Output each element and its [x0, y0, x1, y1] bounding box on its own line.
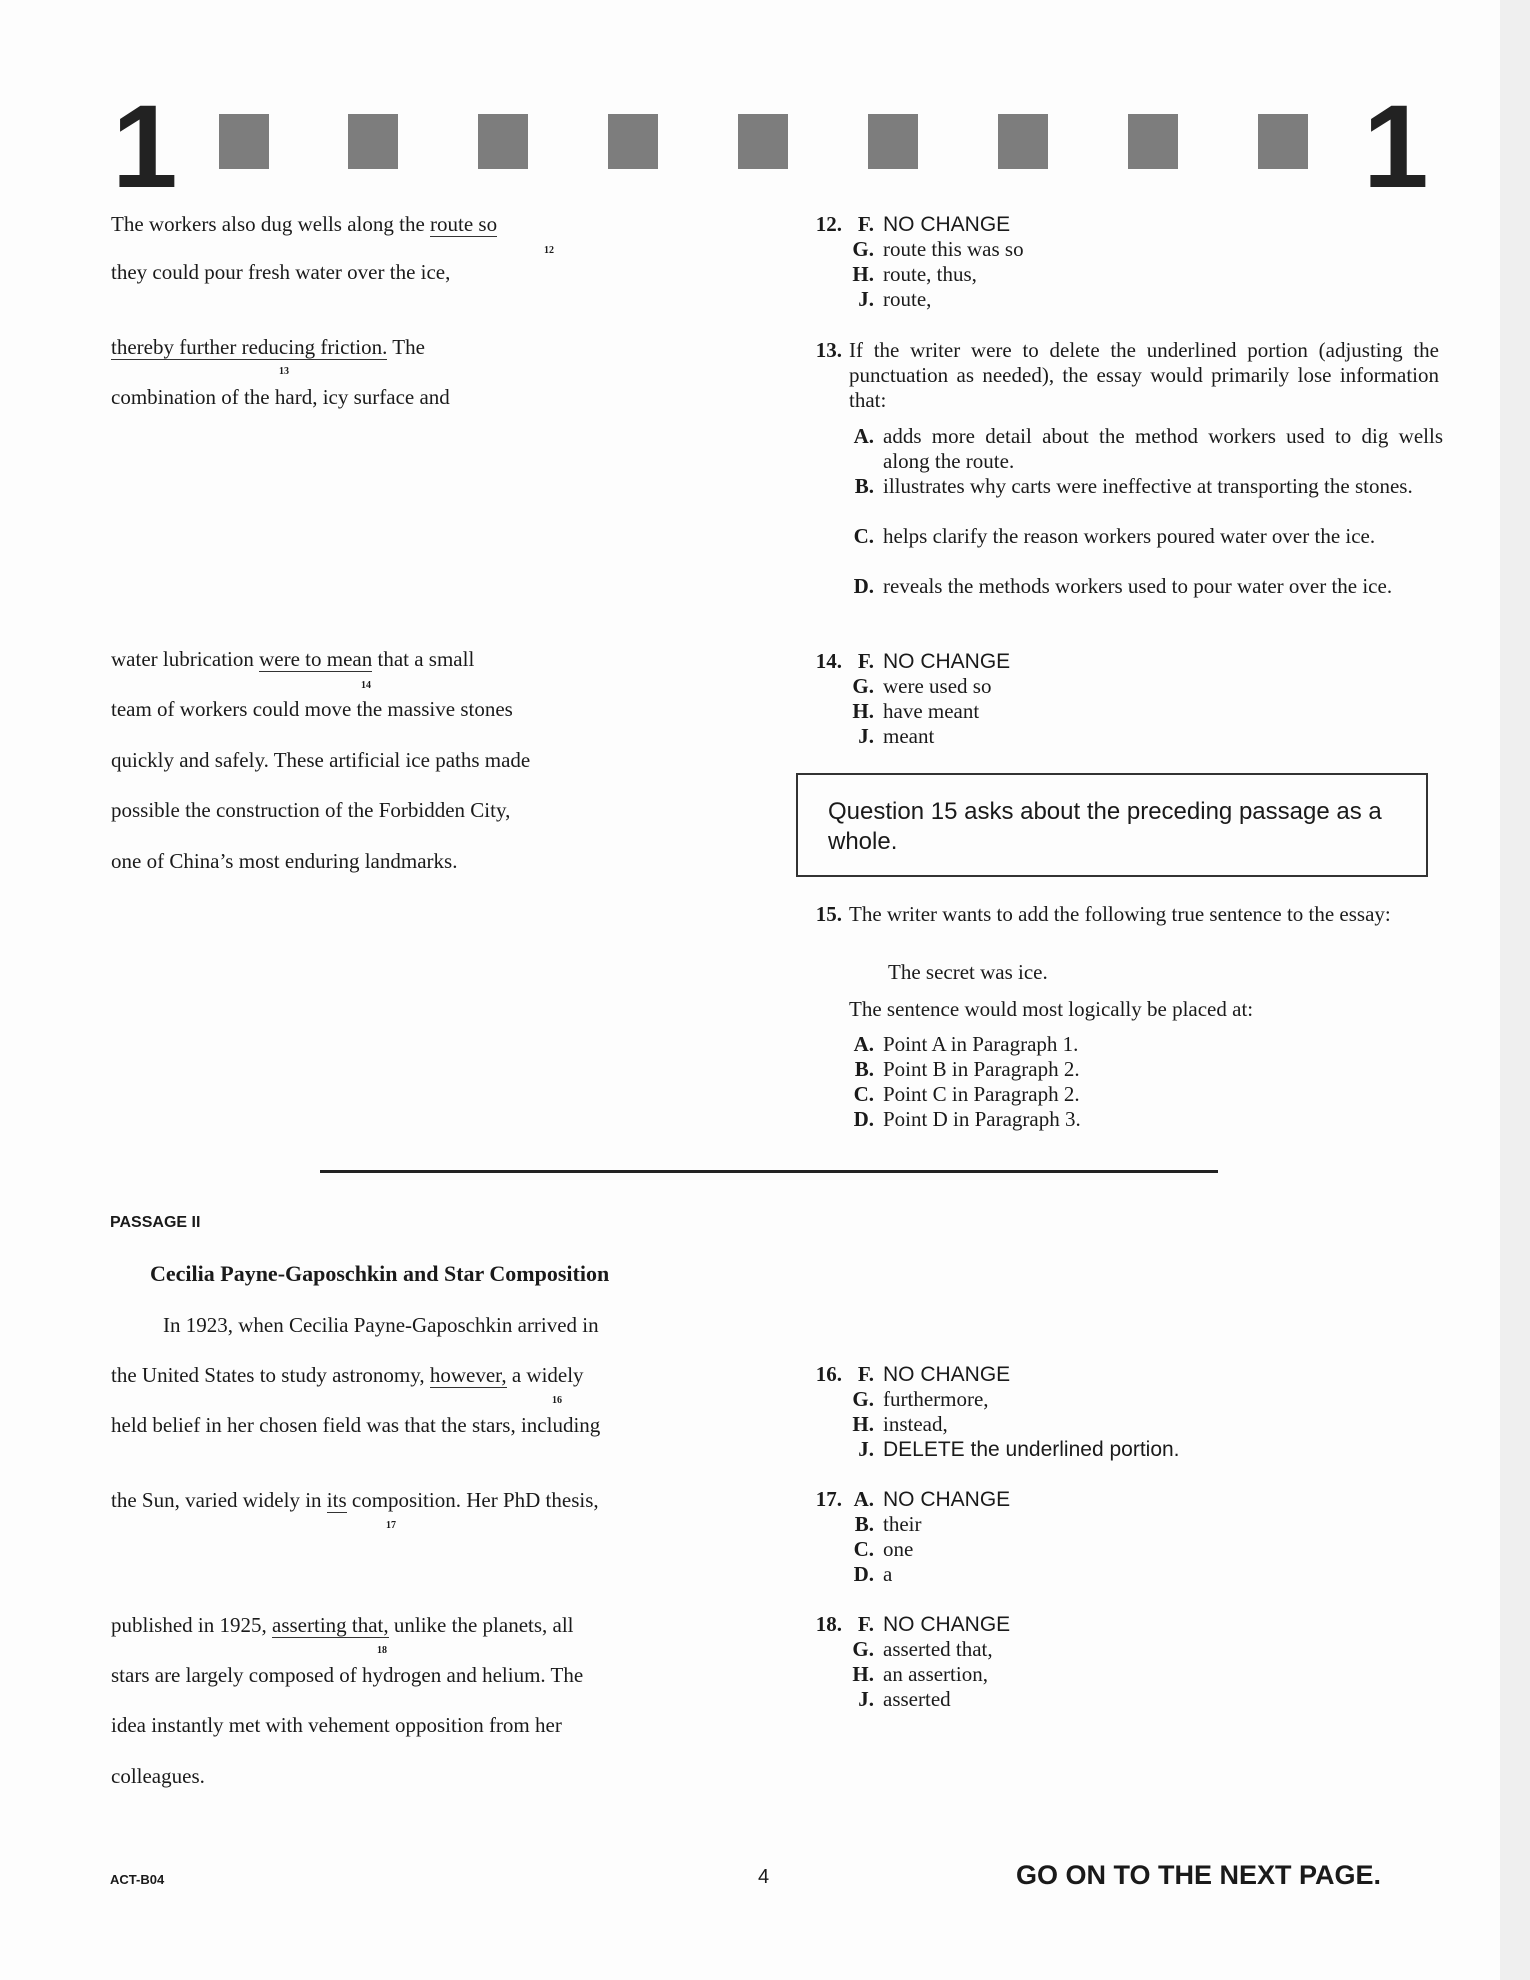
- header-block: [219, 114, 269, 169]
- question-number: 18.: [815, 1612, 842, 1636]
- passage-line: stars are largely composed of hydrogen and helium. The: [111, 1663, 584, 1687]
- passage-line: possible the construction of the Forbidden City,: [111, 798, 511, 822]
- passage-line: combination of the hard, icy surface and: [111, 385, 450, 409]
- passage-line: The workers also dug wells along the route so: [111, 212, 498, 236]
- question-marker-14: 14: [361, 680, 371, 691]
- header-block: [608, 114, 658, 169]
- page-number: 4: [758, 1866, 770, 1888]
- question-marker-16: 16: [552, 1395, 562, 1406]
- question-stem: The writer wants to add the following true sentence to the essay:: [849, 902, 1391, 926]
- passage-line: idea instantly met with vehement opposition from her: [111, 1713, 562, 1737]
- question-number: 14.: [815, 649, 842, 673]
- question-number: 17.: [815, 1487, 842, 1511]
- test-code: ACT-B04: [110, 1872, 165, 1887]
- question-prompt: The sentence would most logically be placed at:: [849, 997, 1254, 1021]
- passage-line: they could pour fresh water over the ice,: [111, 260, 451, 284]
- underlined-portion-13: thereby further reducing friction.: [111, 335, 388, 359]
- passage-whole-note: Question 15 asks about the preceding passage as a whole.: [796, 773, 1428, 877]
- header-block: [478, 114, 528, 169]
- passage-line: quickly and safely. These artificial ice paths made: [111, 748, 531, 772]
- underlined-portion-12: route so: [430, 212, 498, 236]
- header-block: [868, 114, 918, 169]
- underlined-portion-14: were to mean: [259, 647, 373, 671]
- header-block: [1258, 114, 1308, 169]
- header-block: [1128, 114, 1178, 169]
- question-marker-12: 12: [544, 245, 554, 256]
- passage-line: water lubrication were to mean that a small: [111, 647, 475, 671]
- passage-line: published in 1925, asserting that, unlike the planets, all: [111, 1613, 574, 1637]
- section-divider: [320, 1170, 1218, 1173]
- page-edge: [1500, 0, 1530, 1980]
- question-stem: If the writer were to delete the underlined portion (adjusting the punctuation as needed), the essay would primarily lose information that:: [849, 338, 1439, 412]
- next-page-instruction: GO ON TO THE NEXT PAGE.: [1016, 1860, 1382, 1890]
- passage-line: In 1923, when Cecilia Payne-Gaposchkin arrived in: [163, 1313, 599, 1337]
- question-marker-13: 13: [279, 366, 289, 377]
- section-number-left: 1: [112, 81, 178, 213]
- underlined-portion-17: its: [326, 1488, 347, 1512]
- passage-line: the United States to study astronomy, however, a widely: [111, 1363, 584, 1387]
- question-number: 15.: [815, 902, 842, 926]
- passage-line: team of workers could move the massive stones: [111, 697, 513, 721]
- section-number-right: 1: [1363, 81, 1429, 213]
- question-marker-17: 17: [386, 1520, 396, 1531]
- quoted-sentence: The secret was ice.: [888, 960, 1048, 984]
- underlined-portion-18: asserting that,: [272, 1613, 389, 1637]
- question-number: 13.: [815, 338, 842, 362]
- passage-line: thereby further reducing friction. The: [111, 335, 425, 359]
- header-block: [738, 114, 788, 169]
- passage-label: PASSAGE II: [110, 1214, 201, 1231]
- underlined-portion-16: however,: [429, 1363, 507, 1387]
- passage-line: held belief in her chosen field was that the stars, including: [111, 1413, 601, 1437]
- passage-line: the Sun, varied widely in its composition. Her PhD thesis,: [111, 1488, 599, 1512]
- question-number: 12.: [815, 212, 842, 236]
- question-marker-18: 18: [377, 1645, 387, 1656]
- question-number: 16.: [815, 1362, 842, 1386]
- header-block: [998, 114, 1048, 169]
- header-block: [348, 114, 398, 169]
- passage-line: one of China’s most enduring landmarks.: [111, 849, 458, 873]
- passage-title: Cecilia Payne-Gaposchkin and Star Composition: [150, 1261, 610, 1286]
- passage-line: colleagues.: [111, 1764, 205, 1788]
